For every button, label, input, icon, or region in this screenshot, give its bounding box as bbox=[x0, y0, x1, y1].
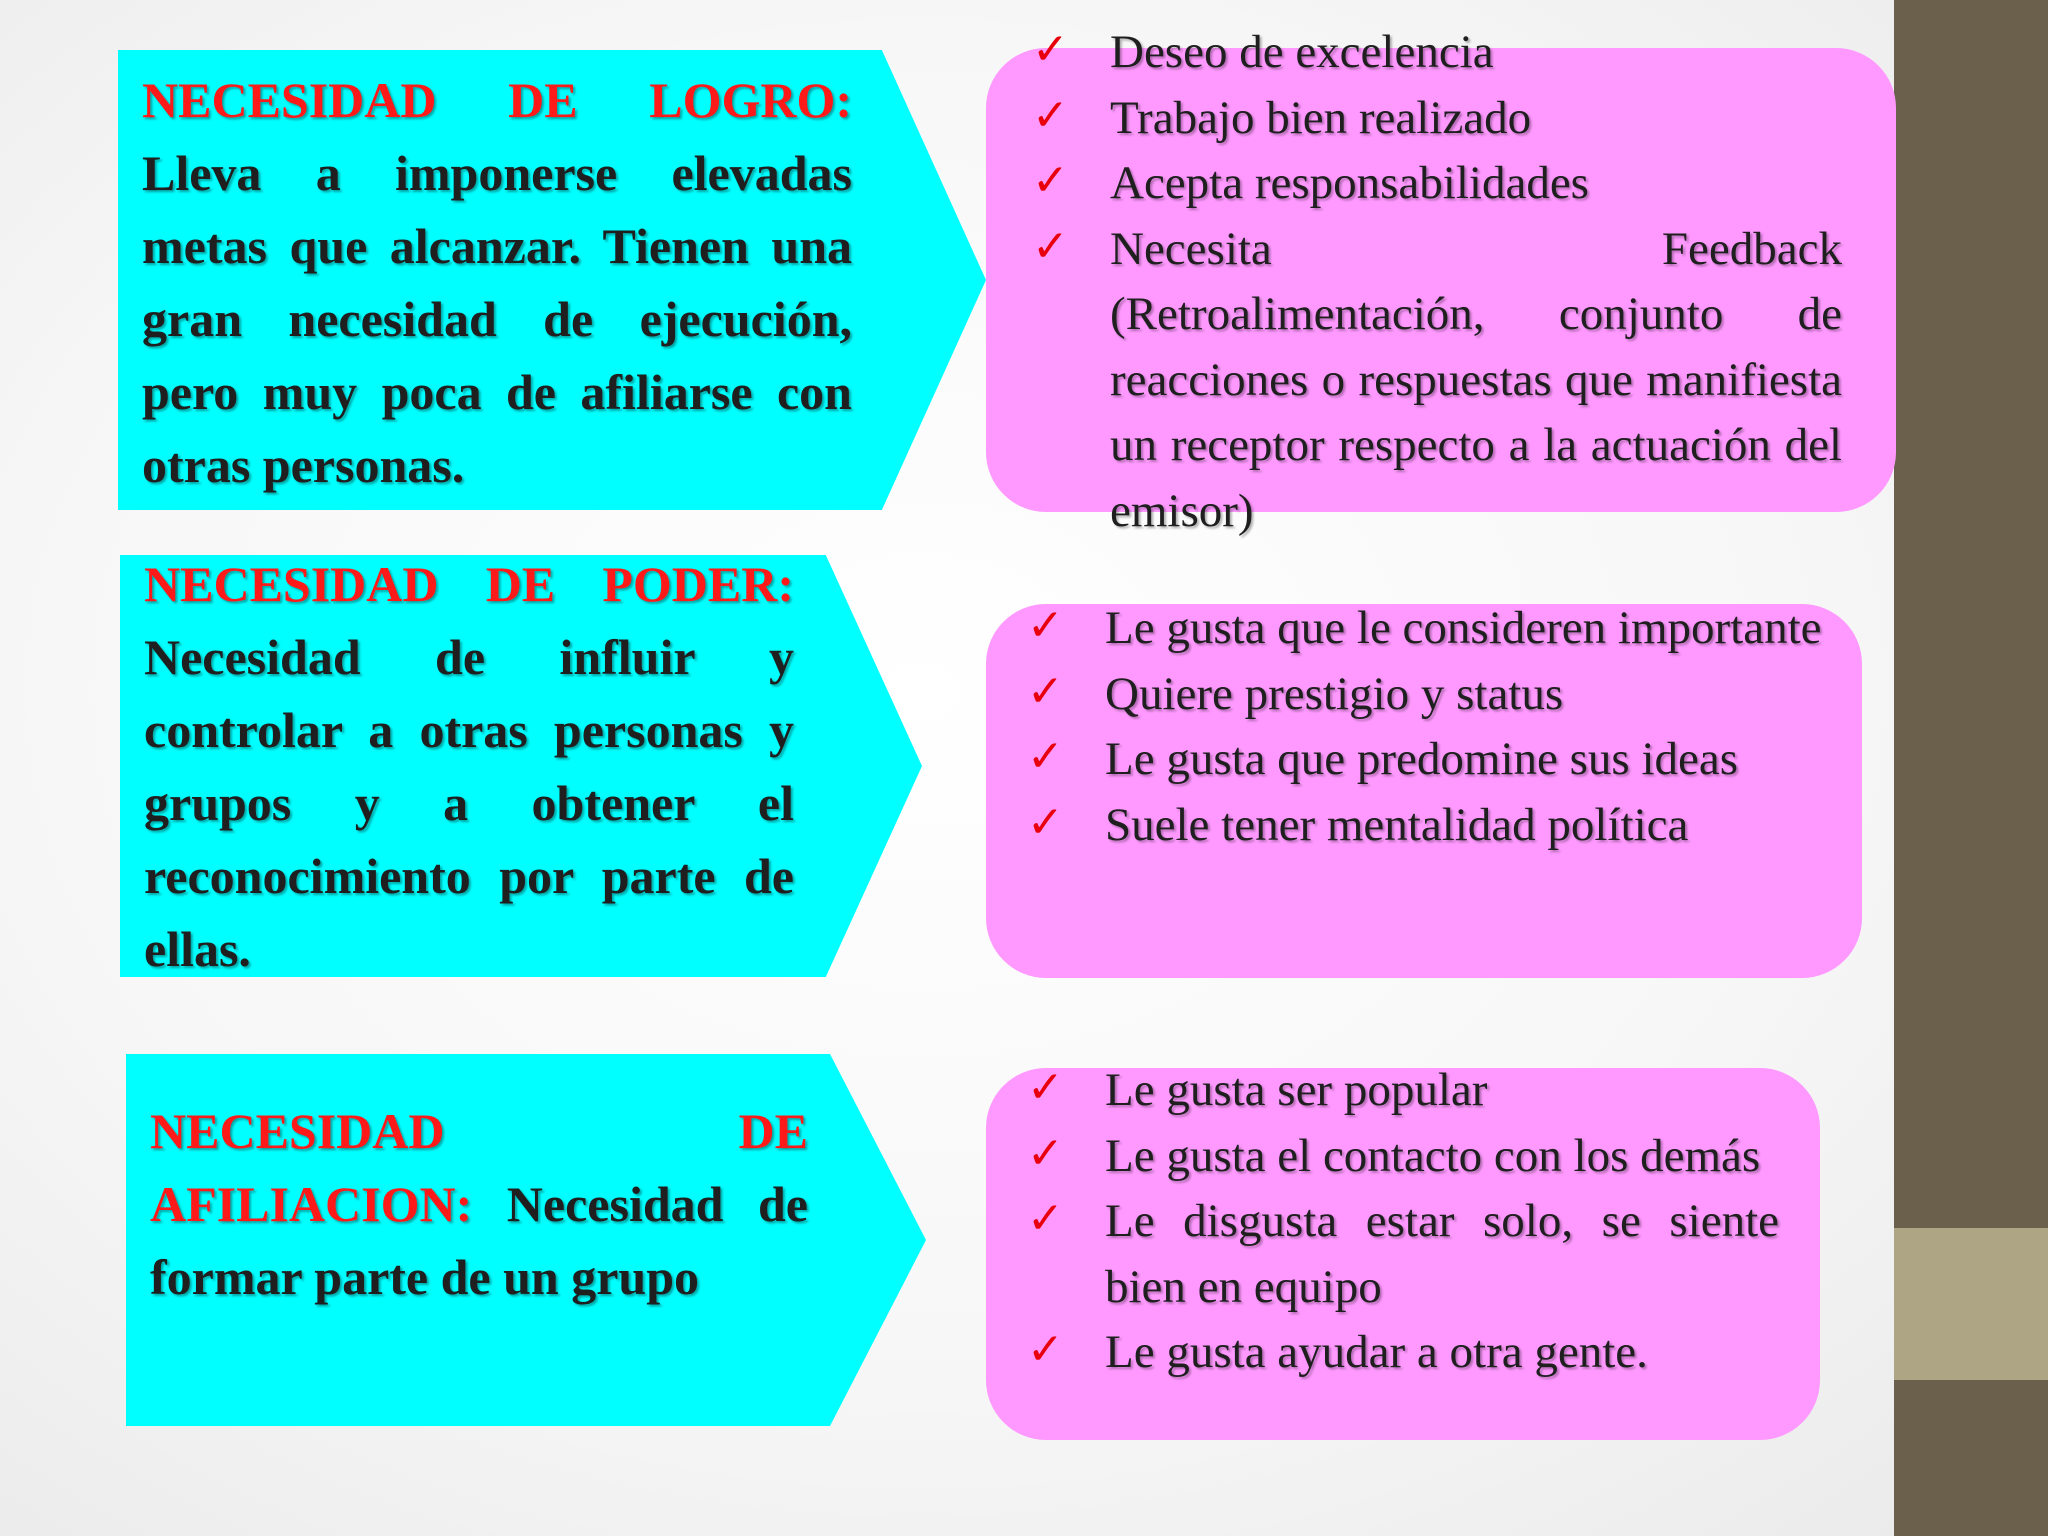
checkmark-icon: ✓ bbox=[1032, 155, 1069, 206]
checkmark-icon: ✓ bbox=[1027, 600, 1064, 651]
checkmark-icon: ✓ bbox=[1027, 1062, 1064, 1113]
list-item: ✓ Le disgusta estar solo, se siente bien en equipo bbox=[1027, 1189, 1779, 1320]
affiliation-description bbox=[150, 1095, 808, 1314]
checkmark-icon: ✓ bbox=[1027, 1193, 1064, 1244]
list-item: ✓ Necesita Feedback (Retroalimentación, conjunto de reacciones o respuestas que manifiesta un receptor respecto a la actuación del emisor) bbox=[1032, 217, 1842, 545]
checkmark-icon: ✓ bbox=[1027, 796, 1064, 848]
list-item: ✓ Le gusta que le consideren importante bbox=[1027, 596, 1825, 662]
power-traits-list bbox=[1027, 596, 1825, 858]
list-item: ✓ Le gusta ser popular bbox=[1027, 1058, 1779, 1124]
list-item: ✓ Le gusta ayudar a otra gente. bbox=[1027, 1320, 1779, 1386]
list-item: ✓ Quiere prestigio y status bbox=[1027, 662, 1825, 728]
affiliation-text: Necesidad de formar parte de un grupo bbox=[150, 1176, 808, 1305]
affiliation-heading: NECESIDAD DE AFILIACION: bbox=[150, 1103, 808, 1232]
list-item: ✓ Acepta responsabilidades bbox=[1032, 151, 1842, 217]
list-item: ✓ Deseo de excelencia bbox=[1032, 20, 1842, 86]
checkmark-icon: ✓ bbox=[1032, 24, 1069, 75]
power-heading: NECESIDAD DE PODER: bbox=[144, 556, 794, 612]
affiliation-traits-list bbox=[1027, 1058, 1779, 1386]
checkmark-icon: ✓ bbox=[1027, 731, 1064, 782]
achievement-description bbox=[142, 64, 852, 502]
list-item: ✓ Trabajo bien realizado bbox=[1032, 86, 1842, 152]
checkmark-icon: ✓ bbox=[1032, 89, 1069, 141]
checkmark-icon: ✓ bbox=[1032, 220, 1069, 272]
checkmark-icon: ✓ bbox=[1027, 665, 1064, 717]
achievement-heading: NECESIDAD DE LOGRO: bbox=[142, 72, 852, 128]
list-item: ✓ Le gusta el contacto con los demás bbox=[1027, 1124, 1779, 1190]
power-description bbox=[144, 548, 794, 986]
checkmark-icon: ✓ bbox=[1027, 1324, 1064, 1375]
achievement-traits-list bbox=[1032, 20, 1842, 544]
checkmark-icon: ✓ bbox=[1027, 1127, 1064, 1179]
power-text: Necesidad de influir y controlar a otras personas y grupos y a obtener el reconocimiento por parte de ellas. bbox=[144, 629, 794, 977]
list-item: ✓ Le gusta que predomine sus ideas bbox=[1027, 727, 1825, 793]
achievement-text: Lleva a imponerse elevadas metas que alcanzar. Tienen una gran necesidad de ejecución, pero muy poca de afiliarse con otras personas. bbox=[142, 145, 852, 493]
list-item: ✓ Suele tener mentalidad política bbox=[1027, 793, 1825, 859]
sidebar-accent-block bbox=[1894, 1228, 2048, 1380]
